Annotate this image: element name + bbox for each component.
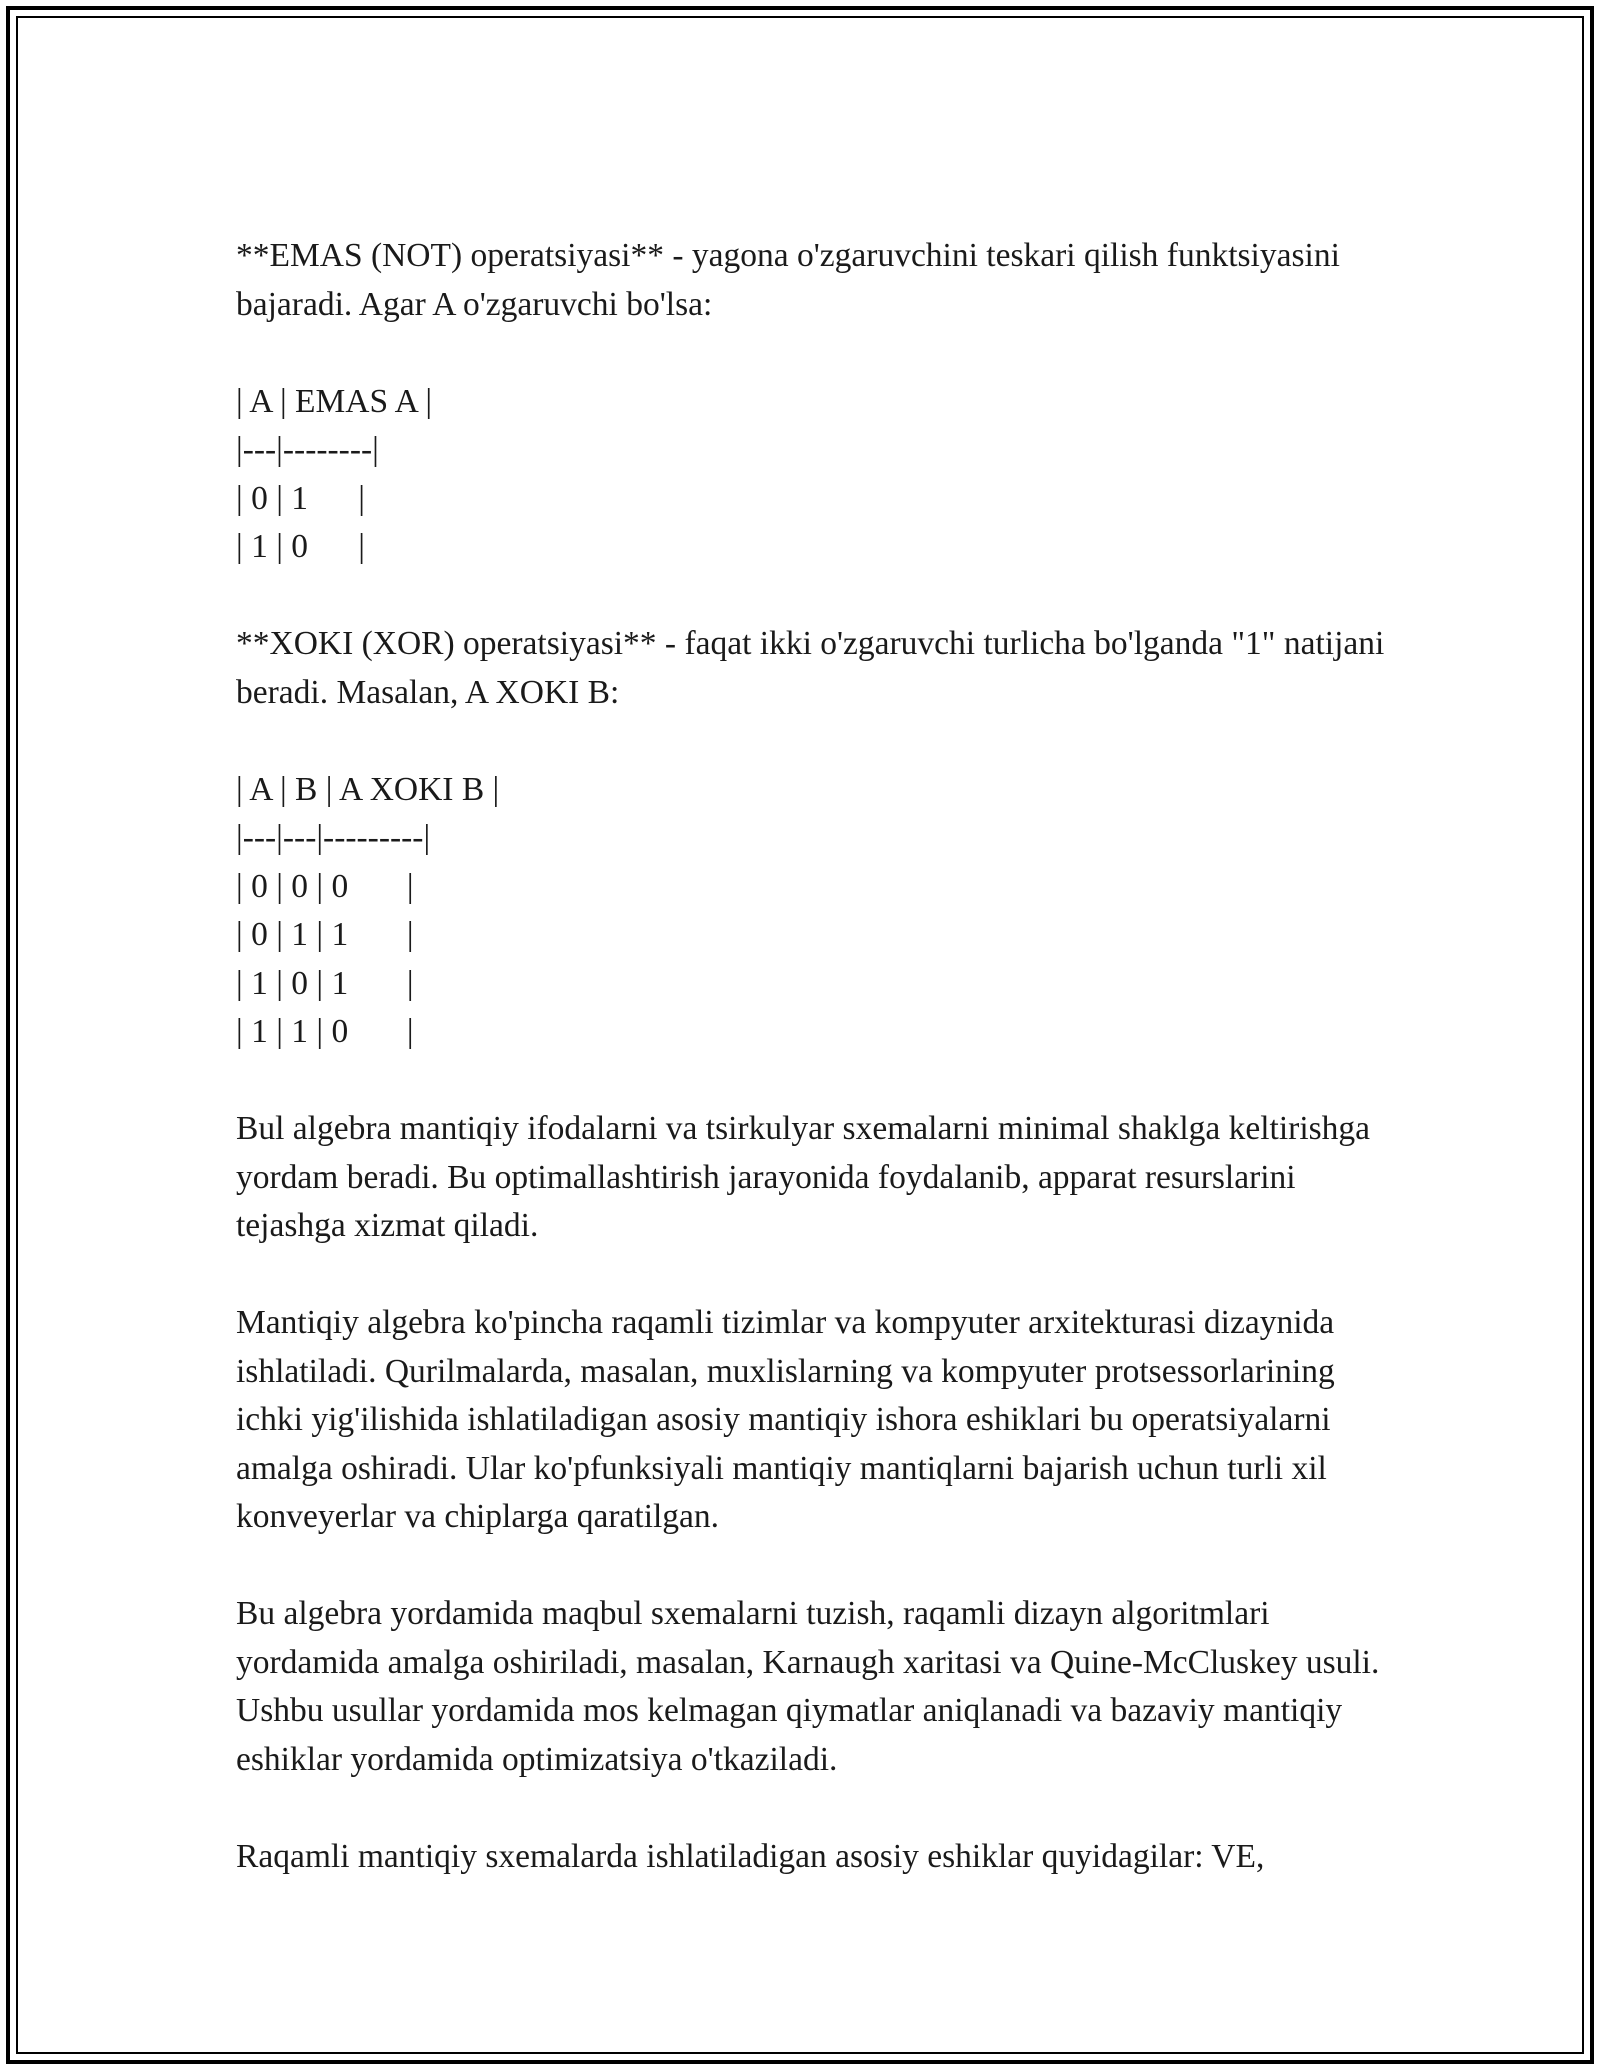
- xor-truth-table: [236, 766, 1396, 1057]
- xor-operation-paragraph: **XOKI (XOR) operatsiyasi** - faqat ikki o'zgaruvchi turlicha bo'lganda "1" natijani beradi. Masalan, A XOKI B:: [236, 625, 1393, 711]
- not-operation-paragraph: **EMAS (NOT) operatsiyasi** - yagona o'zgaruvchini teskari qilish funktsiyasini bajaradi. Agar A o'zgaruvchi bo'lsa:: [236, 237, 1349, 323]
- optimization-methods-paragraph: Bu algebra yordamida maqbul sxemalarni tuzish, raqamli dizayn algoritmlari yordamida amalga oshiriladi, masalan, Karnaugh xaritasi va Quine-McCluskey usuli. Ushbu usullar yordamida mos kelmagan qiymatlar aniqlanadi va bazaviy mantiqiy eshiklar yordamida optimizatsiya o'tkaziladi.: [236, 1595, 1388, 1778]
- xor-table-separator: |---|---|---------|: [236, 819, 431, 856]
- document-body: [236, 232, 1396, 1930]
- not-truth-table: [236, 378, 1396, 572]
- not-table-separator: |---|--------|: [236, 431, 379, 468]
- digital-systems-paragraph: Mantiqiy algebra ko'pincha raqamli tizimlar va kompyuter arxitekturasi dizaynida ishlatiladi. Qurilmalarda, masalan, muxlislarning va kompyuter protsessorlarining ichki yig'ilishida ishlatiladigan asosiy mantiqiy ishora eshiklari bu operatsiyalarni amalga oshiradi. Ular ko'pfunksiyali mantiqiy mantiqlarni bajarish uchun turli xil konveyerlar va chiplarga qaratilgan.: [236, 1304, 1344, 1535]
- not-table-row: | 0 | 1 |: [236, 479, 365, 517]
- xor-table-row: | 0 | 1 | 1 |: [236, 916, 414, 953]
- boolean-algebra-paragraph: Bul algebra mantiqiy ifodalarni va tsirkulyar sxemalarni minimal shaklga keltirishga yordam beradi. Bu optimallashtirish jarayonida foydalanib, apparat resurslarini tejashga xizmat qiladi.: [236, 1110, 1379, 1244]
- xor-table-header: | A | B | A XOKI B |: [236, 770, 500, 808]
- xor-table-row: | 1 | 0 | 1 |: [236, 964, 414, 1002]
- basic-gates-paragraph: Raqamli mantiqiy sxemalarda ishlatiladigan asosiy eshiklar quyidagilar: VE,: [236, 1837, 1265, 1875]
- not-table-row: | 1 | 0 |: [236, 528, 365, 565]
- not-table-header: | A | EMAS A |: [236, 382, 433, 420]
- xor-table-row: | 1 | 1 | 0 |: [236, 1013, 414, 1050]
- xor-table-row: | 0 | 0 | 0 |: [236, 867, 414, 905]
